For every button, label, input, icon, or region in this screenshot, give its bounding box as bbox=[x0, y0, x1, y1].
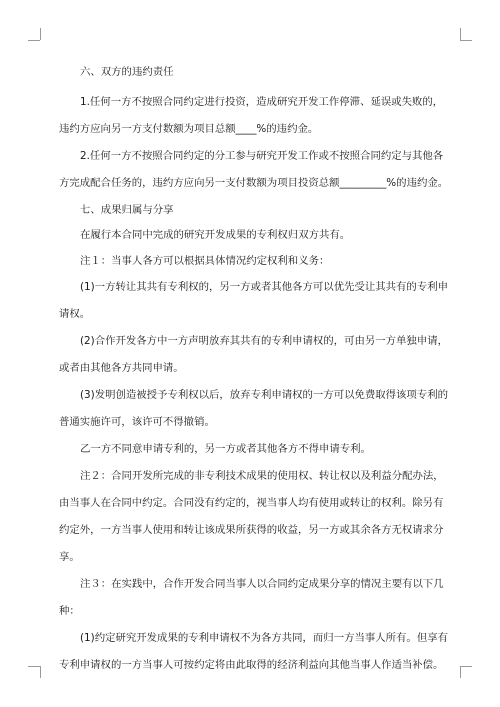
paragraph-line: 违约方应向另一方支付数额为项目总额____%的违约金。 bbox=[59, 123, 319, 135]
paragraph-line: 或者由其他各方共同申请。 bbox=[59, 362, 184, 374]
crop-mark-bottom-left-v bbox=[40, 666, 41, 678]
paragraph-line: (3)发明创造被授予专利权以后，放弃专利申请权的一方可以免费取得该项专利的 bbox=[80, 389, 448, 401]
paragraph-line: 享。 bbox=[59, 551, 80, 563]
heading-section-6: 六、双方的违约责任 bbox=[80, 66, 174, 78]
heading-section-7: 七、成果归属与分享 bbox=[80, 204, 174, 216]
note-1-line: 注１：当事人各方可以根据具体情况约定权利和义务： bbox=[80, 255, 330, 267]
note-3-line: 注３：在实践中，合作开发合同当事人以合同约定成果分享的情况主要有以下几 bbox=[80, 578, 444, 590]
crop-mark-bottom-left-h bbox=[28, 666, 40, 667]
paragraph-line: 1.任何一方不按照合同约定进行投资，造成研究开发工作停滞、延误或失败的， bbox=[80, 96, 444, 108]
paragraph-line: (1)约定研究开发成果的专利申请权不为各方共同，而归一方当事人所有。但享有 bbox=[80, 632, 448, 644]
paragraph-line: (1)一方转让其共有专利权的，另一方或者其他各方可以优先受让其共有的专利申 bbox=[80, 281, 448, 293]
crop-mark-top-right-v bbox=[460, 28, 461, 40]
paragraph-line: 专利申请权的一方当事人可按约定将由此取得的经济利益向其他当事人作适当补偿。 bbox=[59, 659, 444, 671]
paragraph-line: 请权。 bbox=[59, 308, 91, 320]
crop-mark-top-left-v bbox=[40, 28, 41, 40]
crop-mark-bottom-right-h bbox=[460, 666, 472, 667]
paragraph-line: 方完成配合任务的，违约方应向另一支付数额为项目投资总额_________%的违约金。 bbox=[59, 177, 449, 189]
crop-mark-bottom-right-v bbox=[460, 666, 461, 678]
paragraph-line: 约定外，一方当事人使用和转让该成果所获得的收益，另一方或其余各方无权请求分 bbox=[59, 524, 444, 536]
paragraph-line: 种： bbox=[59, 605, 80, 617]
crop-mark-top-right-h bbox=[460, 40, 472, 41]
paragraph-line: 在履行本合同中完成的研究开发成果的专利权归双方共有。 bbox=[80, 229, 351, 241]
paragraph-line: 2.任何一方不按照合同约定的分工参与研究开发工作或不按照合同约定与其他各 bbox=[80, 150, 444, 162]
note-2-line: 注２：合同开发所完成的非专利技术成果的使用权、转让权以及利益分配办法， bbox=[80, 470, 444, 482]
paragraph-line: 乙一方不同意申请专利的，另一方或者其他各方不得申请专利。 bbox=[80, 443, 371, 455]
crop-mark-top-left-h bbox=[28, 40, 40, 41]
paragraph-line: (2)合作开发各方中一方声明放弃其共有的专利申请权的，可由另一方单独申请， bbox=[80, 335, 448, 347]
paragraph-line: 普通实施许可，该许可不得撤销。 bbox=[59, 416, 215, 428]
paragraph-line: 由当事人在合同中约定。合同没有约定的，视当事人均有使用或转让的权利。除另有 bbox=[59, 497, 444, 509]
